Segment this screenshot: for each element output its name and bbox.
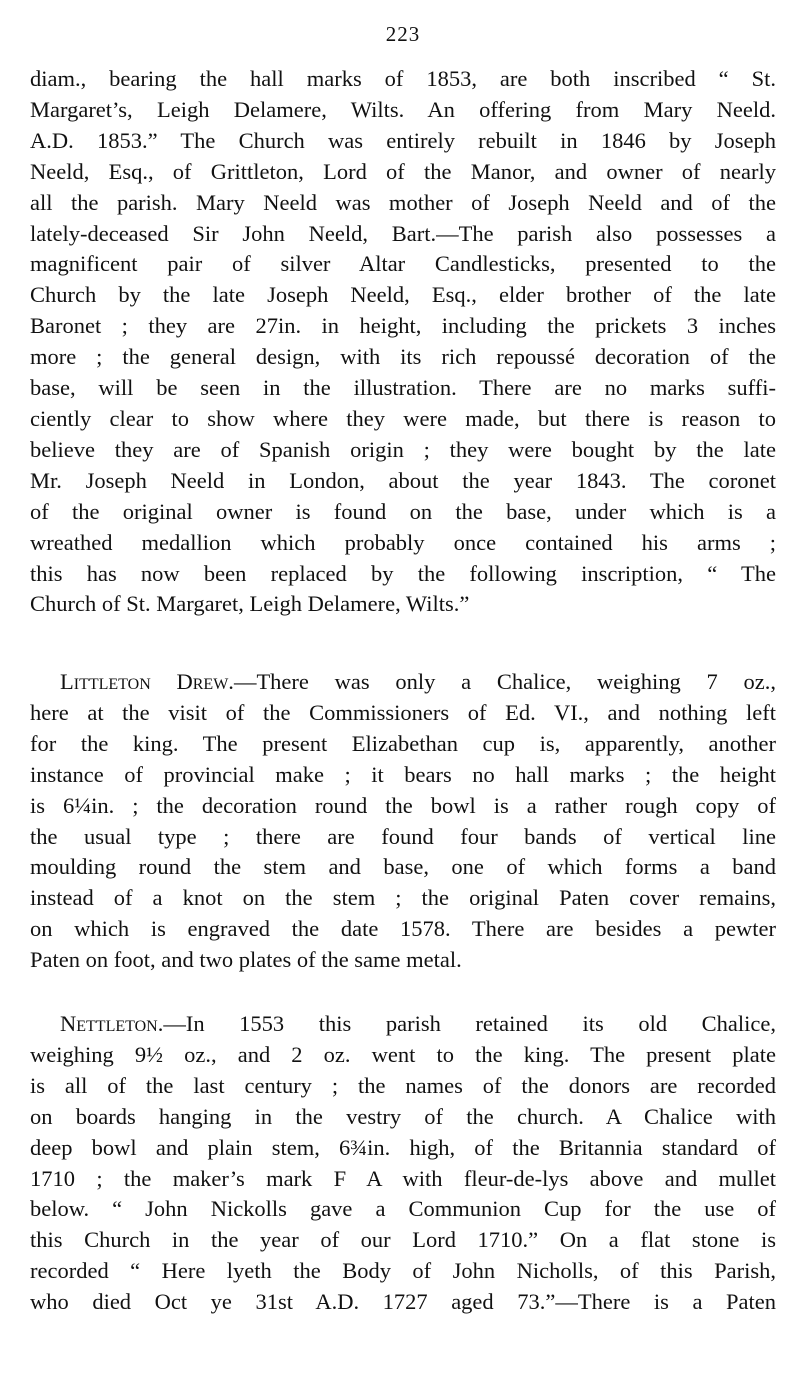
text-line: on which is engraved the date 1578. There are besides a pewter [30, 916, 776, 942]
text-line: diam., bearing the hall marks of 1853, are both inscribed “ St. [30, 66, 776, 91]
text-line: here at the visit of the Commissioners of Ed. VI., and nothing left [30, 699, 776, 725]
text-line: believe they are of Spanish origin ; they were bought by the late [30, 436, 776, 462]
text-line: all the parish. Mary Neeld was mother of Joseph Neeld and of the [30, 189, 776, 215]
text-line: is all of the last century ; the names of the donors are recorded [30, 1072, 776, 1098]
text-line: instead of a knot on the stem ; the original Paten cover remains, [30, 885, 776, 911]
text-line: is 6¼in. ; the decoration round the bowl is a rather rough copy of [30, 792, 776, 818]
text-line: recorded “ Here lyeth the Body of John Nicholls, of this Parish, [30, 1258, 776, 1284]
text-line: Neeld, Esq., of Grittleton, Lord of the Manor, and owner of nearly [30, 158, 776, 184]
paragraph-littleton-drew [30, 667, 776, 976]
text-line: instance of provincial make ; it bears no hall marks ; the height [30, 761, 776, 787]
text-line: this Church in the year of our Lord 1710.” On a flat stone is [30, 1227, 776, 1253]
paragraph-leigh-delamere [30, 64, 776, 620]
text-line: weighing 9½ oz., and 2 oz. went to the king. The present plate [30, 1041, 776, 1067]
text-line: magnificent pair of silver Altar Candlesticks, presented to the [30, 251, 776, 277]
section-heading-nettleton: Nettleton. [60, 1011, 164, 1036]
text-line: base, will be seen in the illustration. There are no marks suffi- [30, 375, 776, 401]
text-line: who died Oct ye 31st A.D. 1727 aged 73.”—There is a Paten [30, 1289, 776, 1315]
text-line: Mr. Joseph Neeld in London, about the year 1843. The coronet [30, 467, 776, 493]
text-line: lately-deceased Sir John Neeld, Bart.—The parish also possesses a [30, 220, 776, 246]
text-line: for the king. The present Elizabethan cup is, apparently, another [30, 730, 776, 756]
text-line [30, 1009, 776, 1040]
text-line: moulding round the stem and base, one of which forms a band [30, 854, 776, 880]
text-line [30, 667, 776, 698]
section-heading-littleton-drew: Littleton Drew. [60, 669, 234, 694]
text-line: 1710 ; the maker’s mark F A with fleur-de-lys above and mullet [30, 1165, 776, 1191]
text-line: Baronet ; they are 27in. in height, including the prickets 3 inches [30, 313, 776, 339]
text-line-remainder: —There was only a Chalice, weighing 7 oz., [233, 669, 776, 694]
text-line: below. “ John Nickolls gave a Communion Cup for the use of [30, 1196, 776, 1222]
text-line: Margaret’s, Leigh Delamere, Wilts. An offering from Mary Neeld. [30, 96, 776, 122]
text-line: Church by the late Joseph Neeld, Esq., elder brother of the late [30, 282, 776, 308]
paragraph-nettleton [30, 1009, 776, 1318]
text-line: this has now been replaced by the following inscription, “ The [30, 560, 776, 586]
text-line: ciently clear to show where they were made, but there is reason to [30, 405, 776, 431]
text-line: the usual type ; there are found four bands of vertical line [30, 823, 776, 849]
text-line: Church of St. Margaret, Leigh Delamere, Wilts.” [30, 591, 470, 617]
text-line: on boards hanging in the vestry of the church. A Chalice with [30, 1103, 776, 1129]
text-line: A.D. 1853.” The Church was entirely rebuilt in 1846 by Joseph [30, 127, 776, 153]
text-line: more ; the general design, with its rich repoussé decoration of the [30, 344, 776, 370]
text-line: deep bowl and plain stem, 6¾in. high, of the Britannia standard of [30, 1134, 776, 1160]
text-line: of the original owner is found on the base, under which is a [30, 498, 776, 524]
page-number: 223 [385, 22, 421, 46]
text-line: Paten on foot, and two plates of the same metal. [30, 947, 462, 973]
text-line-remainder: —In 1553 this parish retained its old Chalice, [163, 1011, 776, 1036]
document-page [30, 0, 776, 1381]
text-line: wreathed medallion which probably once contained his arms ; [30, 529, 776, 555]
